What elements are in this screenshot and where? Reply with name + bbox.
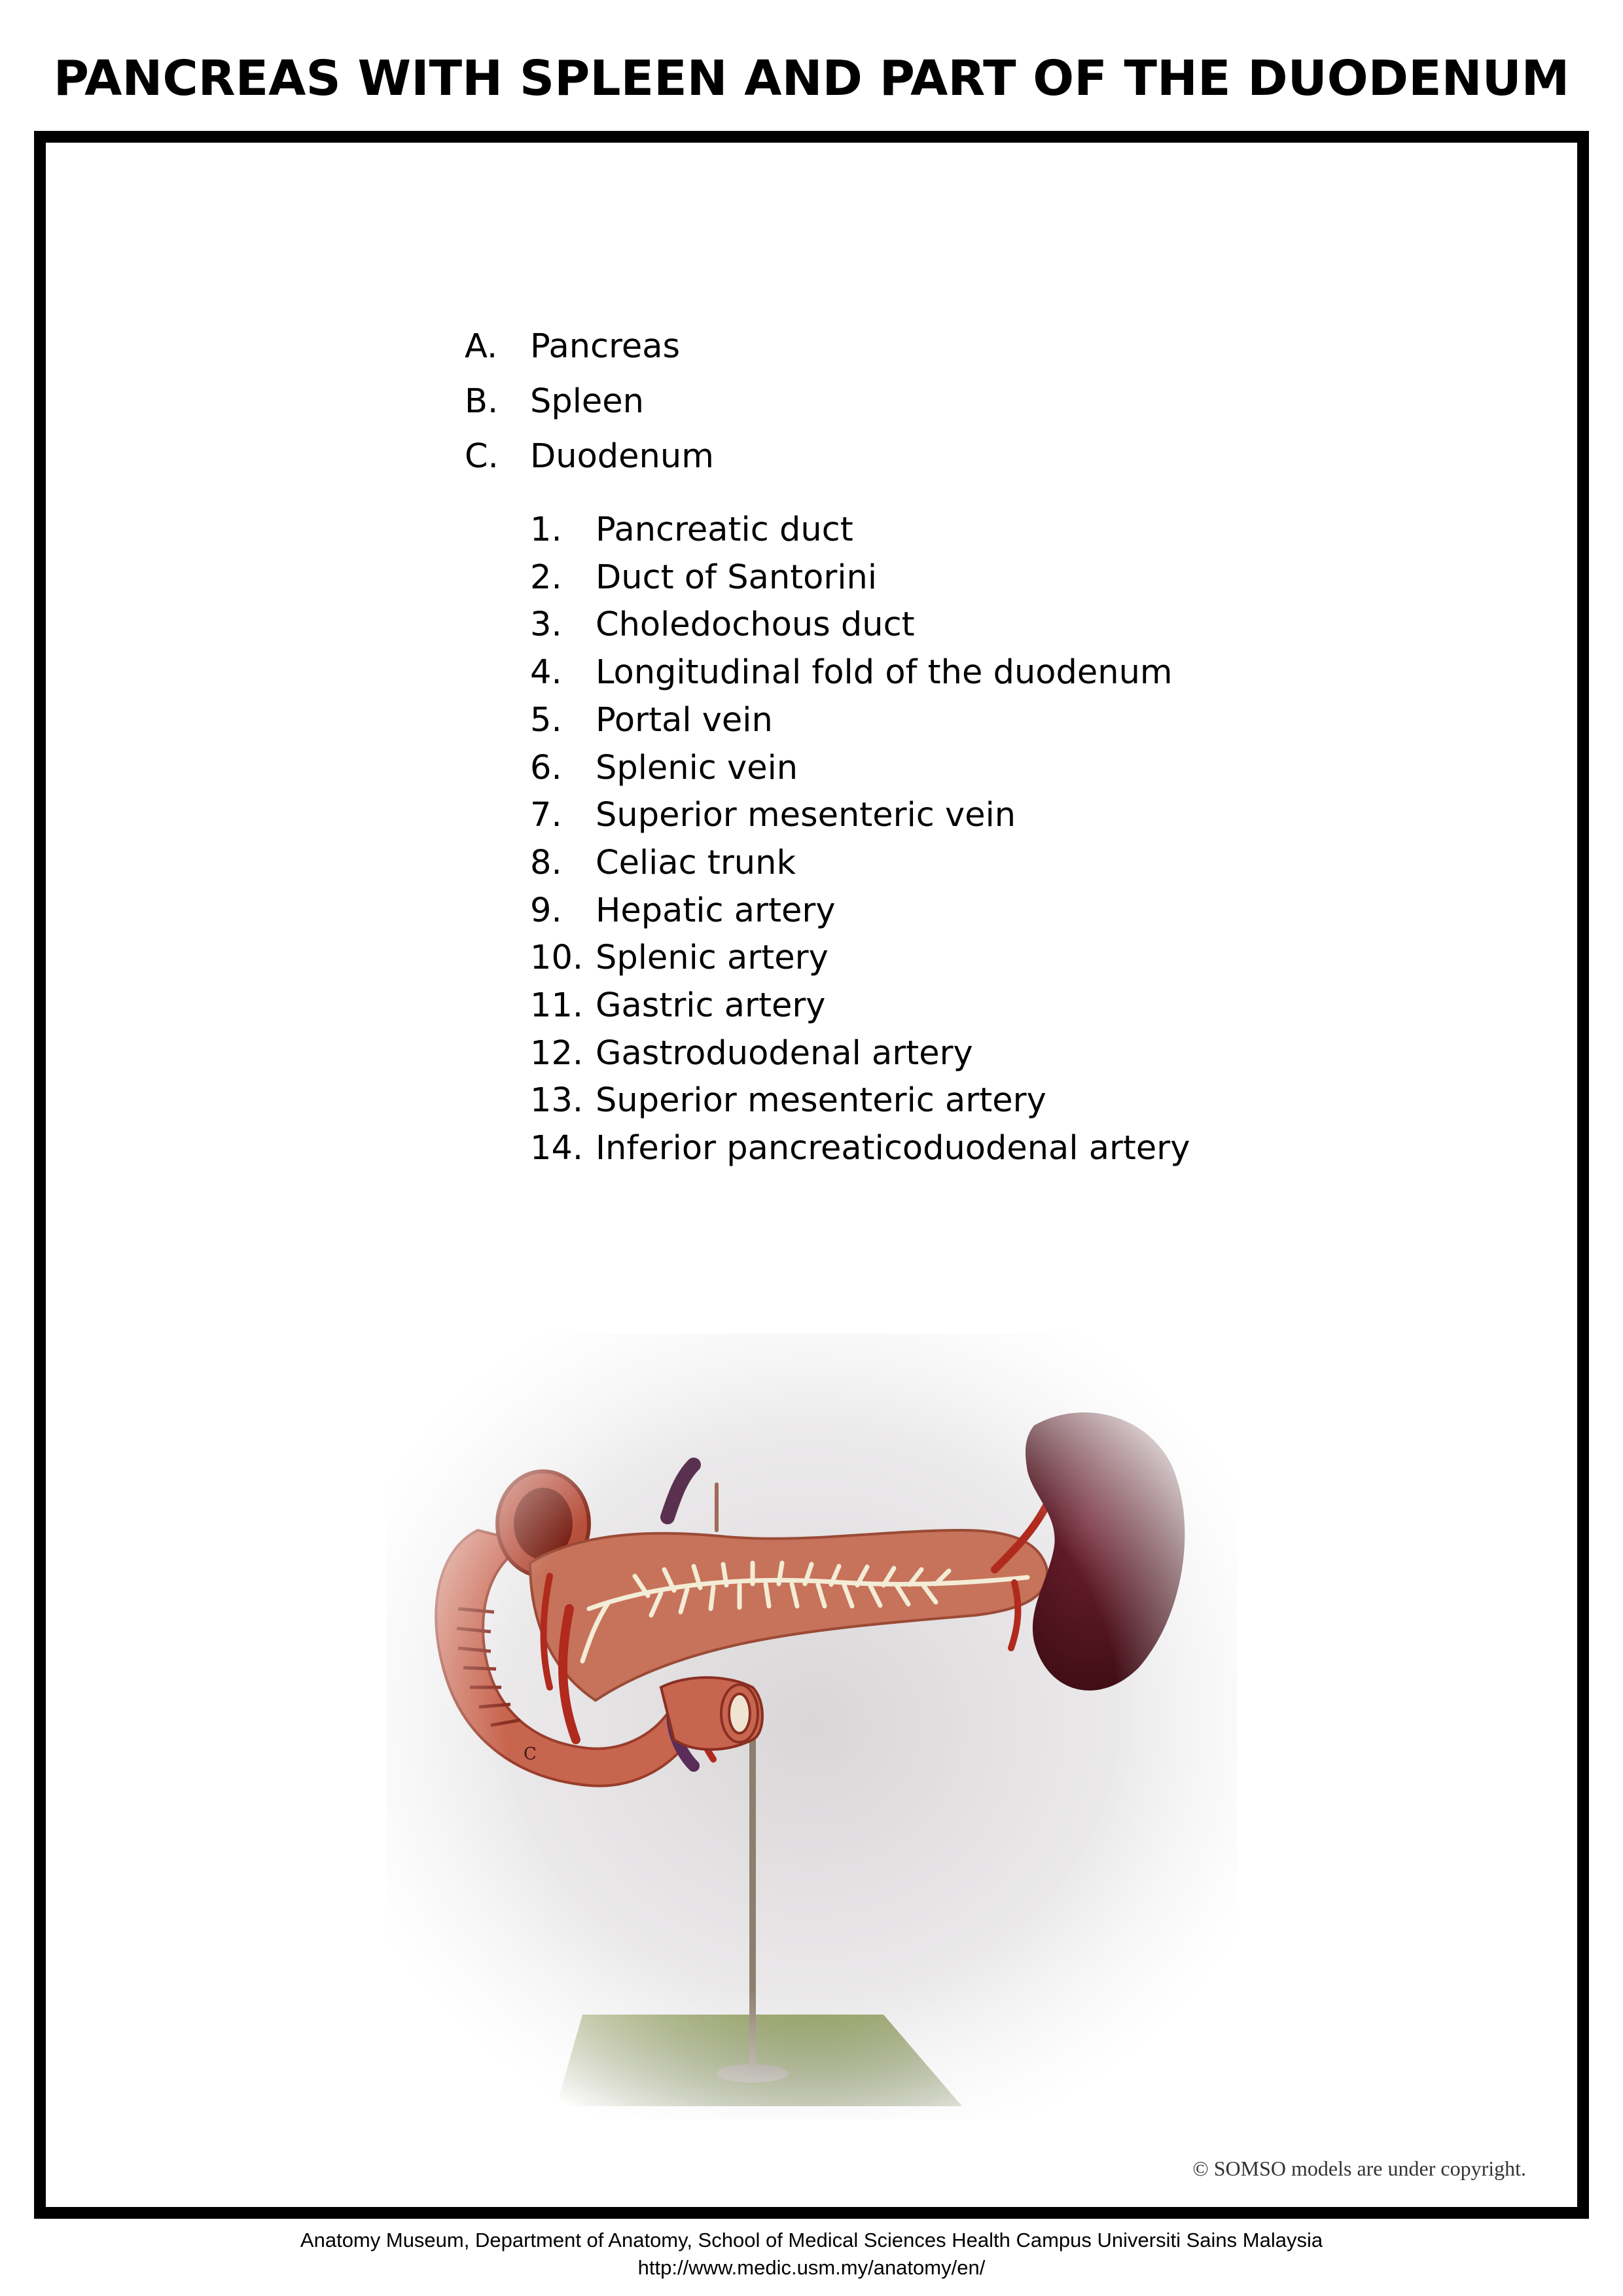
list-marker: A. [465,327,498,366]
list-label: Portal vein [596,700,773,740]
list-marker: B. [465,382,499,421]
list-label: Pancreatic duct [596,511,853,549]
list-item [530,554,1190,602]
list-item [465,374,714,429]
list-label: Splenic artery [596,939,829,978]
list-item [530,649,1190,697]
list-label: Celiac trunk [596,843,796,882]
list-label: Gastric artery [596,986,826,1026]
copyright-notice: © SOMSO models are under copyright. [1192,2157,1526,2180]
list-marker: 6. [530,748,562,787]
list-item [530,840,1190,888]
list-marker: 14. [530,1129,584,1168]
list-marker: 3. [530,605,562,645]
parts-list [465,319,714,484]
list-item [530,507,1190,554]
list-item [530,888,1190,935]
list-marker: 13. [530,1081,584,1121]
list-item [465,319,714,374]
list-item [530,792,1190,840]
list-item [530,697,1190,745]
list-item [465,429,714,484]
specimen-photo [386,1334,1237,2119]
list-marker: 11. [530,986,584,1026]
list-marker: 10. [530,939,584,978]
list-label: Choledochous duct [596,605,915,645]
list-label: Spleen [530,382,644,421]
list-item [530,982,1190,1030]
list-item [530,935,1190,982]
footer-institution: Anatomy Museum, Department of Anatomy, School of Medical Sciences Health Campus Universiti Sains Malaysia [300,2229,1323,2251]
page-title: PANCREAS WITH SPLEEN AND PART OF THE DUODENUM [53,50,1570,107]
photo-vignette [386,1334,1237,2119]
list-label: Gastroduodenal artery [596,1033,973,1073]
list-item [530,1125,1190,1173]
list-marker: 8. [530,843,562,882]
list-label: Duct of Santorini [596,558,877,597]
list-label: Superior mesenteric artery [596,1081,1046,1121]
footer-url: http://www.medic.usm.my/anatomy/en/ [637,2256,986,2279]
content-frame [34,131,1589,2219]
list-marker: 2. [530,558,562,597]
structures-list [530,507,1190,1173]
list-marker: 5. [530,700,562,740]
list-label: Inferior pancreaticoduodenal artery [596,1129,1190,1168]
list-label: Superior mesenteric vein [596,796,1016,835]
footer [0,2227,1623,2282]
list-marker: 4. [530,653,562,692]
list-label: Pancreas [530,327,681,366]
list-marker: 1. [530,511,562,549]
list-item [530,1077,1190,1125]
list-item [530,601,1190,649]
list-item [530,745,1190,793]
list-label: Hepatic artery [596,891,836,930]
list-marker: C. [465,437,499,476]
list-marker: 7. [530,796,562,835]
list-label: Duodenum [530,437,714,476]
list-marker: 12. [530,1033,584,1073]
list-item [530,1030,1190,1078]
list-label: Splenic vein [596,748,798,787]
list-marker: 9. [530,891,562,930]
list-label: Longitudinal fold of the duodenum [596,653,1173,692]
